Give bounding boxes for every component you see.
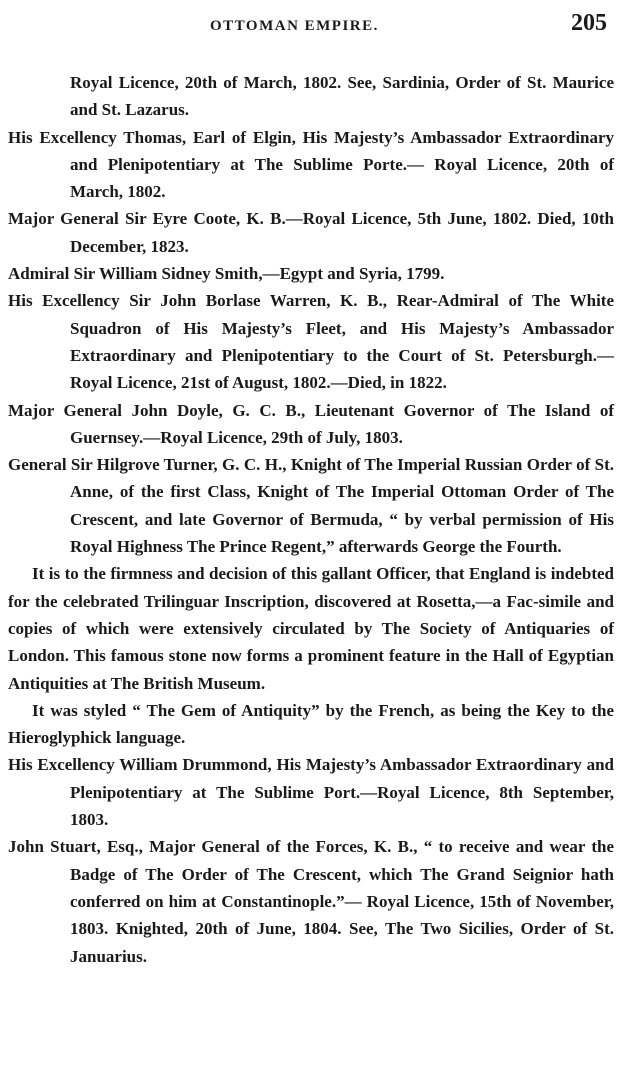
entry-drummond: His Excellency William Drummond, His Majesty’s Ambassador Extraordinary and Plenipotentiary at The Sublime Port.—Royal Licence, 8th September, 1803. bbox=[8, 755, 614, 830]
paragraph-gem: It was styled “ The Gem of Antiquity” by the French, as being the Key to the Hieroglyphick language. bbox=[8, 700, 614, 748]
entry-stuart: John Stuart, Esq., Major General of the Forces, K. B., “ to receive and wear the Badge of The Order of The Crescent, which The Grand Seignior hath conferred on him at Constantinople.”— Royal Licence, 15th of November, 1803. Knighted, 20th of June, 1804. See, The Two Sicilies, Order of St. Januarius. bbox=[8, 837, 614, 966]
paragraph-1: Royal Licence, 20th of March, 1802. See, Sardinia, Order of St. Maurice and St. Lazarus. bbox=[70, 73, 614, 120]
running-title: OTTOMAN EMPIRE. bbox=[210, 18, 379, 34]
entry-coote: Major General Sir Eyre Coote, K. B.—Royal Licence, 5th June, 1802. Died, 10th December, 1823. bbox=[8, 209, 614, 256]
entry-turner: General Sir Hilgrove Turner, G. C. H., Knight of The Imperial Russian Order of St. Anne, of the first Class, Knight of The Imperial Ottoman Order of The Crescent, and late Governor of Bermuda, “ by verbal permission of His Royal Highness The Prince Regent,” afterwards George the Fourth. bbox=[8, 455, 614, 557]
page-number: 205 bbox=[571, 10, 607, 36]
page-header bbox=[0, 10, 635, 40]
paragraph-rosetta: It is to the firmness and decision of this gallant Officer, that England is indebted for the celebrated Trilinguar Inscription, discovered at Rosetta,—a Fac-simile and copies of which were extensively circulated by The Society of Antiquaries of London. This famous stone now forms a prominent feature in the Hall of Egyptian Antiquities at The British Museum. bbox=[8, 564, 614, 693]
entry-warren: His Excellency Sir John Borlase Warren, K. B., Rear-Admiral of The White Squadron of His Majesty’s Fleet, and His Majesty’s Ambassador Extraordinary and Plenipotentiary to the Court of St. Petersburgh.—Royal Licence, 21st of August, 1802.—Died, in 1822. bbox=[8, 291, 614, 393]
entry-elgin: His Excellency Thomas, Earl of Elgin, His Majesty’s Ambassador Extraordinary and Plenipotentiary at The Sublime Porte.— Royal Licence, 20th of March, 1802. bbox=[8, 127, 614, 202]
entry-smith: Admiral Sir William Sidney Smith,—Egypt and Syria, 1799. bbox=[8, 264, 445, 284]
page-body bbox=[8, 69, 614, 970]
entry-doyle: Major General John Doyle, G. C. B., Lieutenant Governor of The Island of Guernsey.—Royal Licence, 29th of July, 1803. bbox=[8, 400, 614, 447]
